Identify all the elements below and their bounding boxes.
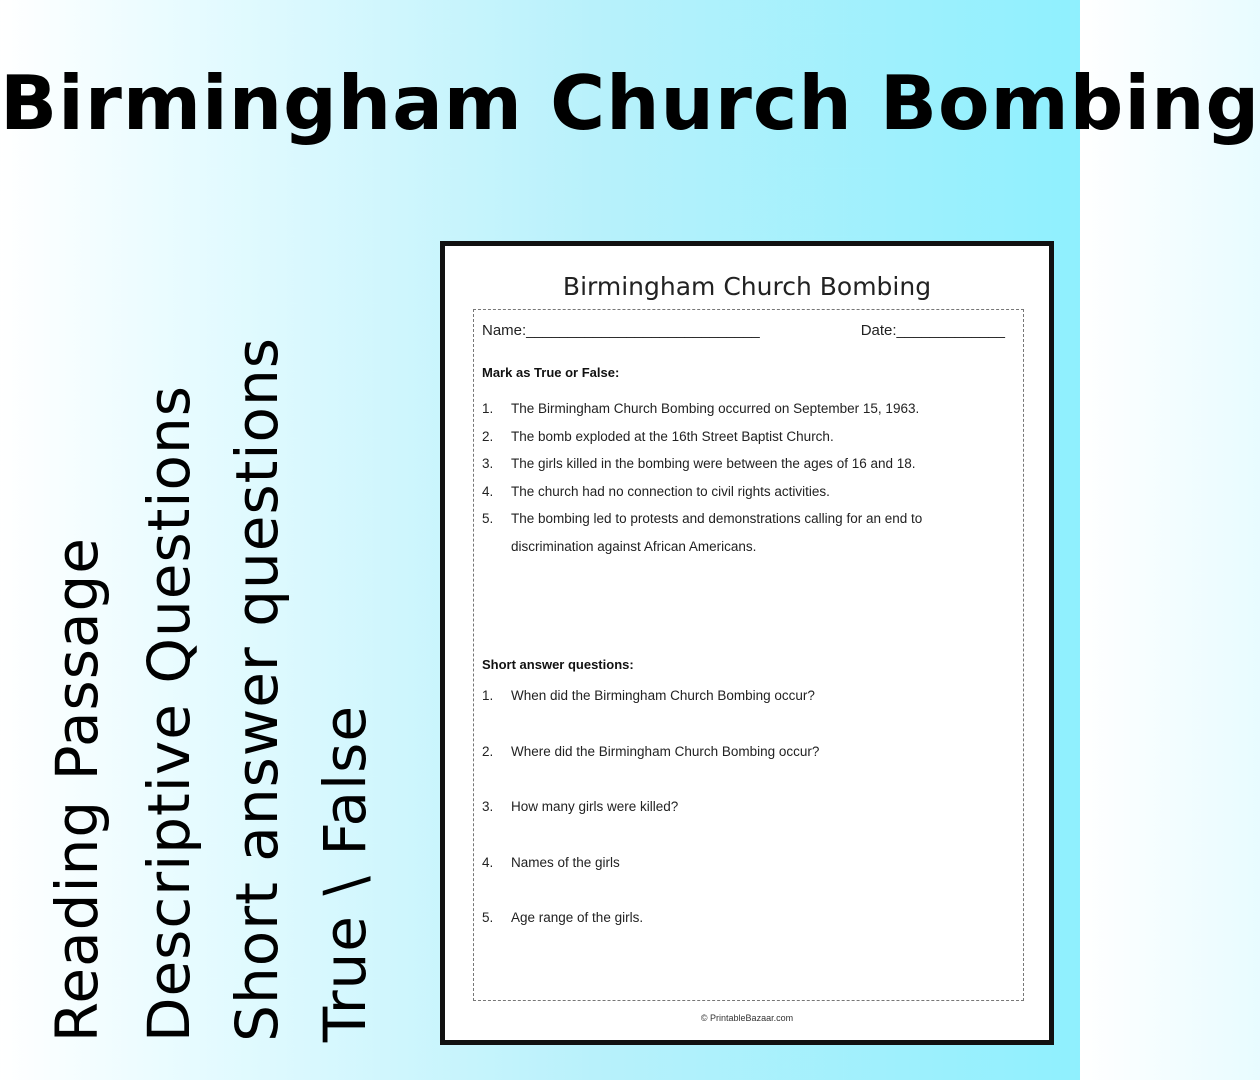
item-text: The church had no connection to civil rights activities.: [511, 483, 830, 499]
list-item: [482, 740, 1002, 796]
true-false-heading: Mark as True or False:: [482, 365, 620, 380]
item-text: How many girls were killed?: [511, 799, 679, 814]
list-item: [482, 851, 1002, 907]
item-text: The girls killed in the bombing were between the ages of 16 and 18.: [511, 456, 916, 471]
item-number: 2.: [482, 428, 494, 444]
main-title: Birmingham Church Bombing: [0, 59, 1260, 147]
true-false-list: [482, 395, 1002, 560]
date-field: Date:_____________: [860, 322, 1005, 339]
item-number: 1.: [482, 688, 494, 703]
item-text: Age range of the girls.: [511, 910, 644, 925]
item-number: 2.: [482, 743, 494, 759]
list-item: [482, 478, 1002, 506]
item-text: The bombing led to protests and demonstrations calling for an end to discrimination against African Americans.: [511, 511, 923, 554]
item-number: 3.: [482, 799, 494, 814]
worksheet-title: Birmingham Church Bombing: [562, 272, 932, 301]
list-item: [482, 505, 1002, 560]
list-item: [482, 395, 1002, 423]
item-text: The Birmingham Church Bombing occurred on September 15, 1963.: [511, 401, 920, 416]
list-item: [482, 684, 1002, 740]
side-label-true-false: True \ False: [311, 704, 379, 1042]
item-number: 5.: [482, 511, 494, 526]
item-number: 3.: [482, 456, 494, 471]
item-text: The bomb exploded at the 16th Street Baptist Church.: [511, 428, 834, 444]
short-answer-list: [482, 684, 1002, 962]
item-text: Where did the Birmingham Church Bombing occur?: [511, 743, 820, 759]
worksheet-preview: [440, 241, 1054, 1045]
list-item: [482, 423, 1002, 451]
list-item: [482, 450, 1002, 478]
side-label-short-answer-questions: Short answer questions: [223, 337, 291, 1042]
copyright-footer: © PrintableBazaar.com: [700, 1013, 794, 1023]
name-field: Name:____________________________: [482, 322, 760, 339]
side-label-descriptive-questions: Descriptive Questions: [135, 384, 203, 1042]
item-number: 5.: [482, 910, 494, 925]
item-number: 4.: [482, 483, 494, 499]
item-number: 1.: [482, 401, 494, 416]
item-number: 4.: [482, 854, 494, 870]
list-item: [482, 795, 1002, 851]
worksheet-content-box: [473, 309, 1024, 1001]
short-answer-heading: Short answer questions:: [482, 657, 634, 672]
list-item: [482, 906, 1002, 962]
side-label-reading-passage: Reading Passage: [43, 536, 111, 1042]
side-labels: [43, 282, 379, 1042]
item-text: Names of the girls: [511, 854, 620, 870]
item-text: When did the Birmingham Church Bombing occur?: [511, 688, 815, 703]
